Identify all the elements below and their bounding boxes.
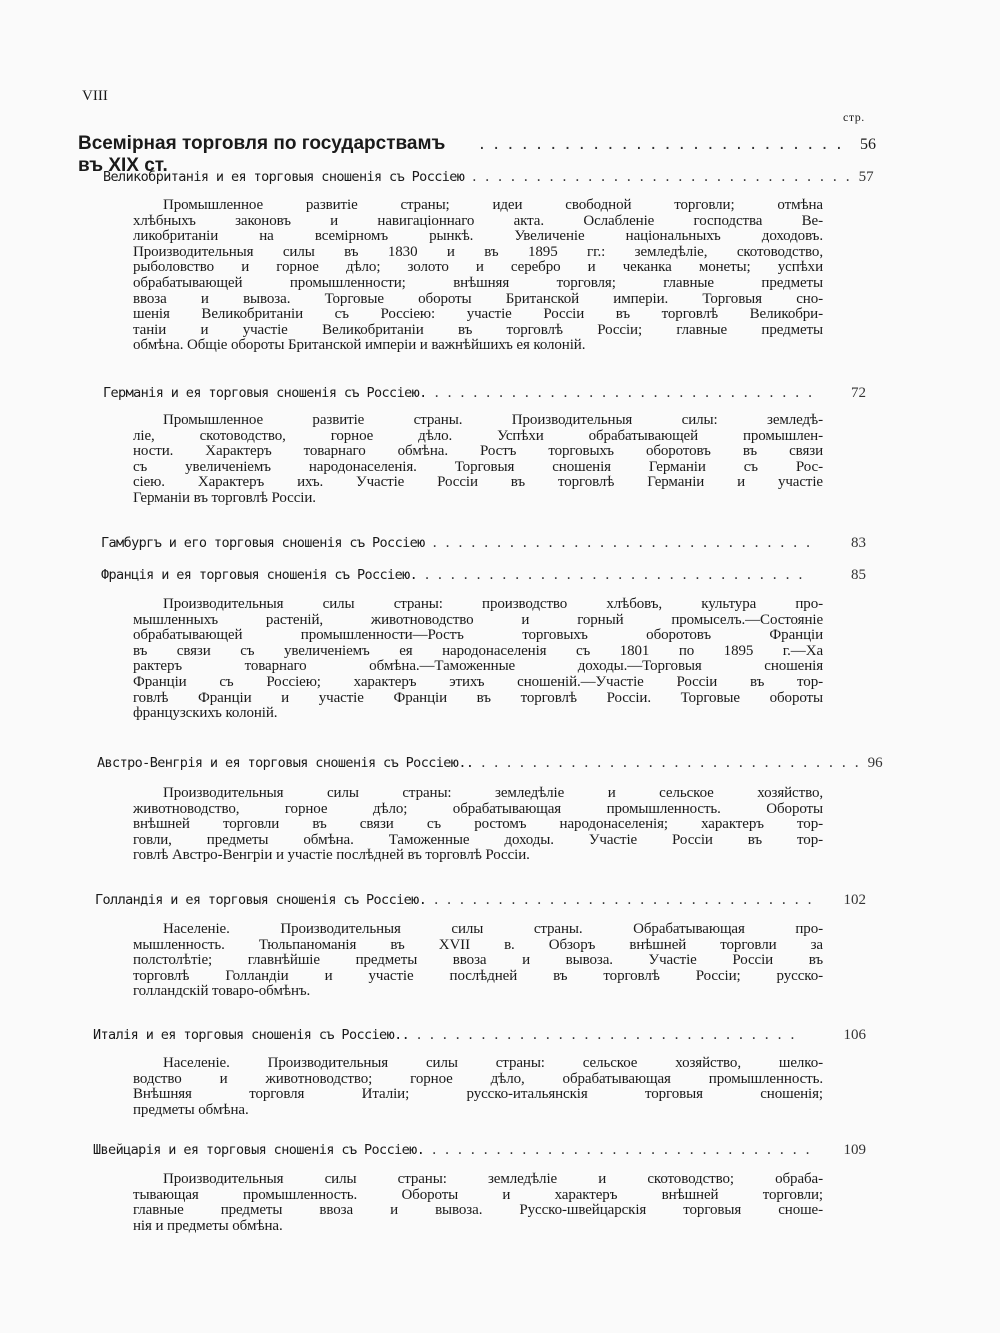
- toc-entry: [97, 754, 883, 772]
- summary-line: обрабатывающей промышленности; внѣшняя торговля; главные предметы: [133, 274, 823, 291]
- summary-line: ликобританіи на всемірномъ рынкѣ. Увеличеніе національныхъ доходовъ.: [133, 228, 823, 245]
- leader-dots: ..........................: [479, 133, 851, 154]
- toc-entry-page: 96: [867, 755, 883, 771]
- summary-line: Промышленное развитіе страны. Производительныя силы: земледѣ-: [163, 412, 823, 428]
- summary-line: Населеніе. Производительныя силы страны. Обрабатывающая про-: [163, 921, 823, 937]
- leader-dots: ..............................: [481, 754, 868, 771]
- summary-line: французскихъ колоній.: [133, 705, 278, 722]
- summary-line: съ увеличеніемъ народонаселенія. Торговыя сношенія Германіи съ Рос-: [133, 458, 823, 475]
- leader-dots: ..............................: [432, 534, 819, 551]
- summary-line: Германіи въ торговлѣ Россіи.: [133, 489, 316, 506]
- page-column-label: стр.: [843, 110, 865, 124]
- toc-entry-summary: [133, 786, 823, 864]
- toc-entry-summary: [133, 1056, 823, 1118]
- leader-dots: ..............................: [417, 1026, 804, 1043]
- summary-line: ліе, скотоводство, горное дѣло. Успѣхи обрабатывающей промышлен-: [133, 427, 823, 444]
- toc-entry-page: 72: [851, 385, 866, 401]
- summary-line: ности. Характеръ товарнаго обмѣна. Ростъ торговыхъ оборотовъ въ связи: [133, 443, 823, 460]
- toc-entry-summary: [133, 1172, 823, 1234]
- toc-entry: [93, 1026, 866, 1044]
- toc-entry-heading: Германія и ея торговыя сношенія съ Россіею.: [103, 385, 427, 401]
- section-title-text: Всемірная торговля по государствамъ въ XIX ст.: [78, 133, 446, 176]
- summary-line: шенія Великобританіи съ Россіею: участіе Россіи въ торговлѣ Великобри-: [133, 306, 823, 323]
- summary-line: обрабатывающей промышленности—Ростъ торговыхъ оборотовъ Франціи: [133, 627, 823, 644]
- summary-line: нія и предметы обмѣна.: [133, 1217, 283, 1234]
- summary-line: говли, предметы обмѣна. Таможенные доходы. Участіе Россіи въ тор-: [133, 831, 823, 848]
- summary-line: мышленныхъ растеній, животноводство и горный промыселъ.—Состояніе: [133, 611, 823, 628]
- summary-line: ввоза и вывоза. Торговые обороты Британской имперіи. Торговыя сно-: [133, 290, 823, 307]
- toc-entry-page: 106: [843, 1027, 866, 1043]
- page-folio: VIII: [82, 88, 108, 104]
- leader-dots: ..............................: [472, 168, 859, 185]
- toc-entry: [101, 534, 866, 552]
- toc-entry-heading: Италія и ея торговыя сношенія съ Россіею..: [93, 1027, 410, 1043]
- summary-line: говлѣ Австро-Венгріи и участіе послѣдней въ торговлѣ Россіи.: [133, 847, 530, 864]
- leader-dots: ..............................: [434, 891, 821, 908]
- summary-line: обмѣна. Общіе обороты Британской имперіи и важнѣйшихъ ея колоній.: [133, 337, 586, 354]
- toc-entry-heading: Голландія и ея торговыя сношенія съ Россіею.: [95, 892, 427, 908]
- toc-entry-page: 83: [851, 535, 866, 551]
- summary-line: торговлѣ Голландіи и участіе послѣдней въ торговлѣ Россіи; русско-: [133, 967, 823, 984]
- summary-line: внѣшней торговли въ связи съ ростомъ народонаселенія; характеръ тор-: [133, 816, 823, 833]
- toc-entry: [103, 384, 866, 402]
- summary-line: животноводство, горное дѣло; обрабатывающая промышленность. Обороты: [133, 800, 823, 817]
- section-title-page: 56: [860, 136, 876, 153]
- toc-entry-heading: Австро-Венгрія и ея торговыя сношенія съ Россіею..: [97, 755, 474, 771]
- toc-entry-page: 102: [843, 892, 866, 908]
- summary-line: предметы обмѣна.: [133, 1101, 249, 1118]
- summary-line: въ связи съ увеличеніемъ ея народонаселенія съ 1801 по 1895 г.—Ха: [133, 642, 823, 659]
- toc-entry-page: 109: [843, 1142, 866, 1158]
- summary-line: Производительныя силы страны: земледѣліе и скотоводство; обраба-: [163, 1171, 823, 1187]
- toc-entry-summary: [133, 413, 823, 507]
- summary-line: рыболовство и горное дѣло; золото и серебро и чеканка монеты; успѣхи: [133, 259, 823, 276]
- summary-line: водство и животноводство; горное дѣло, обрабатывающая промышленность.: [133, 1070, 823, 1087]
- leader-dots: ..............................: [425, 566, 812, 583]
- summary-line: Населеніе. Производительныя силы страны: сельское хозяйство, шелко-: [163, 1055, 823, 1071]
- toc-entry: [103, 168, 874, 186]
- toc-entry-summary: [133, 198, 823, 354]
- toc-entry-heading: Гамбургъ и его торговыя сношенія съ Россіею: [101, 535, 425, 551]
- toc-entry-page: 57: [858, 169, 874, 185]
- summary-line: рактеръ товарнаго обмѣна.—Таможенные доходы.—Торговыя сношенія: [133, 658, 823, 675]
- summary-line: мышленность. Тюльпаноманія въ XVII в. Обзоръ внѣшней торговли за: [133, 936, 823, 953]
- summary-line: Производительныя силы страны: производство хлѣбовъ, культура про-: [163, 596, 823, 612]
- summary-line: хлѣбныхъ законовъ и навигаціоннаго акта. Ослабленіе господства Ве-: [133, 212, 823, 229]
- summary-line: таніи и участіе Великобританіи въ торговлѣ Россіи; главные предметы: [133, 321, 823, 338]
- leader-dots: ..............................: [432, 1141, 819, 1158]
- toc-entry-summary: [133, 597, 823, 722]
- toc-entry: [95, 891, 866, 909]
- toc-entry-summary: [133, 922, 823, 1000]
- summary-line: говлѣ Франціи и участіе Франціи въ торговлѣ Россіи. Торговые обороты: [133, 689, 823, 706]
- summary-line: Внѣшняя торговля Италіи; русско-итальянскія торговыя сношенія;: [133, 1086, 823, 1103]
- summary-line: голландскій товаро-обмѣнъ.: [133, 983, 311, 1000]
- summary-line: Производительныя силы въ 1830 и въ 1895 гг.: земледѣліе, скотоводство,: [133, 243, 823, 260]
- summary-line: Производительныя силы страны: земледѣліе и сельское хозяйство,: [163, 785, 823, 801]
- summary-line: полстолѣтіе; главнѣйшіе предметы ввоза и вывоза. Участіе Россіи въ: [133, 952, 823, 969]
- summary-line: Промышленное развитіе страны; идеи свободной торговли; отмѣна: [163, 197, 823, 213]
- toc-entry-heading: Швейцарія и ея торговыя сношенія съ Россіею.: [93, 1142, 425, 1158]
- toc-entry: [93, 1141, 866, 1159]
- leader-dots: ..............................: [434, 384, 821, 401]
- toc-entry-heading: Франція и ея торговыя сношенія съ Россіею.: [101, 567, 418, 583]
- summary-line: тывающая промышленность. Обороты и характеръ внѣшней торговли;: [133, 1186, 823, 1203]
- summary-line: главные предметы ввоза и вывоза. Русско-швейцарскія торговыя сноше-: [133, 1202, 823, 1219]
- summary-line: Франціи съ Россіею; характеръ этихъ сношеній.—Участіе Россіи въ тор-: [133, 673, 823, 690]
- toc-entry: [101, 566, 866, 584]
- toc-entry-page: 85: [851, 567, 866, 583]
- toc-entry-heading: Великобританія и ея торговыя сношенія съ Россіею: [103, 169, 465, 185]
- summary-line: сіею. Характеръ ихъ. Участіе Россіи въ торговлѣ Германіи и участіе: [133, 474, 823, 491]
